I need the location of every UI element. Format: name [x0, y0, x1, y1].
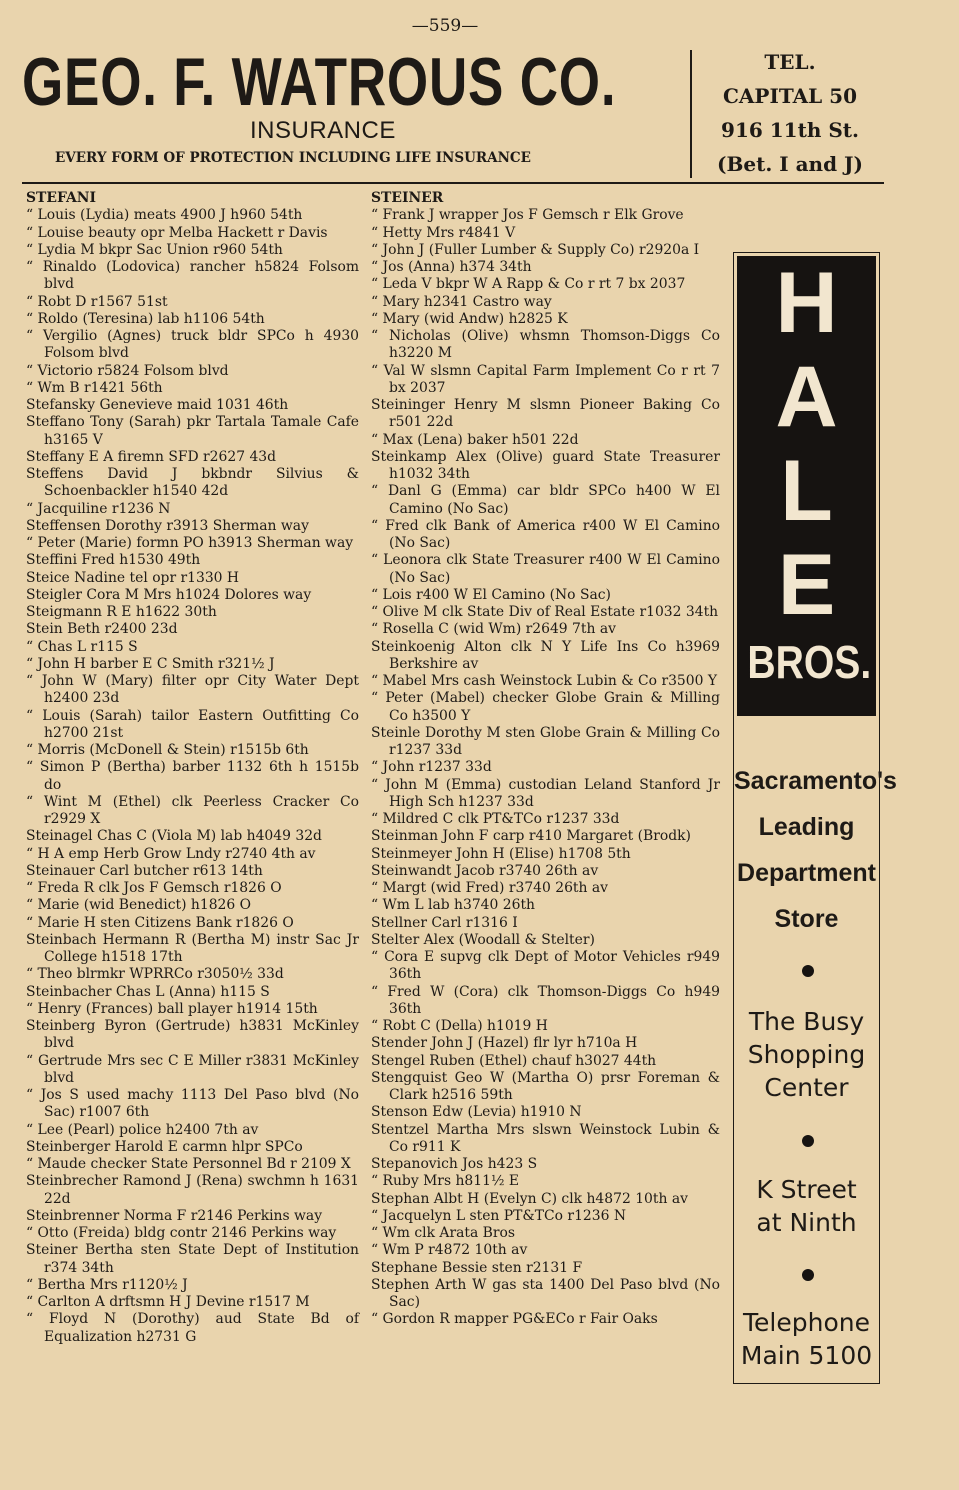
directory-entry: “ Mildred C clk PT&TCo r1237 33d — [371, 811, 620, 827]
directory-entry: “ Val W slsmn Capital Farm Implement Co r rt 7 bx 2037 — [371, 362, 720, 396]
directory-entry: “ Lydia M bkpr Sac Union r960 54th — [26, 241, 283, 258]
page-number: —559— — [411, 16, 479, 36]
directory-entry: “ Carlton A drftsmn H J Devine r1517 M — [26, 1294, 310, 1310]
directory-entry: “ Jacquelyn L sten PT&TCo r1236 N — [371, 1207, 626, 1224]
directory-entry: Stephan Albt H (Evelyn C) clk h4872 10th av — [371, 1190, 688, 1207]
directory-entry: “ Morris (McDonell & Stein) r1515b 6th — [26, 742, 309, 758]
directory-entry: Steinman John F carp r410 Margaret (Brodk) — [371, 828, 691, 845]
directory-entry: “ Vergilio (Agnes) truck bldr SPCo h 4930 Folsom blvd — [26, 328, 359, 362]
directory-entry: “ Victorio r5824 Folsom blvd — [26, 362, 229, 379]
directory-entry: “ Roldo (Teresina) lab h1106 54th — [26, 310, 265, 327]
directory-entry: “ Louis (Lydia) meats 4900 J h960 54th — [26, 207, 303, 224]
directory-entry: “ Robt D r1567 51st — [26, 293, 168, 310]
ad-phone-line: Main 5100 — [740, 1341, 873, 1370]
directory-entry: Steinle Dorothy M sten Globe Grain & Milling Co r1237 33d — [371, 724, 720, 758]
directory-entry: “ Simon P (Bertha) barber 1132 6th h 1515b do — [26, 759, 359, 793]
directory-entry: “ Theo blrmkr WPRRCo r3050½ 33d — [26, 966, 284, 983]
directory-entry: “ Lee (Pearl) police h2400 7th av — [26, 1121, 259, 1138]
directory-entry: “ Gertrude Mrs sec C E Miller r3831 McKinley blvd — [26, 1052, 359, 1086]
directory-entry: Stephen Arth W gas sta 1400 Del Paso blvd (No Sac) — [371, 1276, 720, 1310]
contact-line: TEL. — [764, 50, 816, 74]
directory-entry: Stein Beth r2400 23d — [26, 621, 178, 638]
directory-entry: “ Maude checker State Personnel Bd r 2109 X — [26, 1156, 351, 1172]
directory-column-middle — [371, 190, 720, 1329]
directory-entry: Steinkamp Alex (Olive) guard State Treasurer h1032 34th — [371, 448, 720, 482]
directory-entry: Stentzel Martha Mrs slswn Weinstock Lubin & Co r911 K — [371, 1121, 720, 1155]
directory-entry: “ Lois r400 W El Camino (No Sac) — [371, 586, 611, 603]
directory-entry: “ John H barber E C Smith r321½ J — [26, 655, 275, 672]
column-heading: STEINER — [371, 190, 444, 206]
directory-entry: “ Robt C (Della) h1019 H — [371, 1018, 548, 1034]
ad-slogan — [734, 758, 897, 942]
ad-location-line: K Street — [756, 1175, 857, 1204]
directory-entry: Steffens David J bkbndr Silvius & Schoenbackler h1540 42d — [26, 466, 359, 500]
banner-contact — [700, 45, 880, 181]
directory-entry: “ Hetty Mrs r4841 V — [371, 224, 516, 241]
directory-entry: “ Marie H sten Citizens Bank r1826 O — [26, 914, 294, 931]
directory-entry: Stenson Edw (Levia) h1910 N — [371, 1104, 582, 1121]
hale-bros-advertisement — [733, 252, 897, 1384]
ad-logo-letter: H — [775, 255, 838, 351]
directory-entry: “ Nicholas (Olive) whsmn Thomson-Diggs Co h3220 M — [371, 328, 720, 362]
directory-entry: “ Peter (Marie) formn PO h3913 Sherman way — [26, 535, 354, 551]
directory-entry: “ Chas L r115 S — [26, 638, 138, 655]
directory-entry: “ Leonora clk State Treasurer r400 W El Camino (No Sac) — [371, 552, 720, 586]
directory-entry: “ Marie (wid Benedict) h1826 O — [26, 897, 252, 914]
insurance-label: INSURANCE — [250, 117, 396, 144]
directory-entry: “ Wm clk Arata Bros — [371, 1225, 516, 1241]
directory-entry: “ Freda R clk Jos F Gemsch r1826 O — [26, 880, 282, 896]
ad-bullet — [802, 965, 814, 977]
directory-entry: Steinberger Harold E carmn hlpr SPCo — [26, 1138, 303, 1155]
ad-location-line: at Ninth — [756, 1208, 857, 1237]
directory-entry: “ H A emp Herb Grow Lndy r2740 4th av — [26, 845, 316, 862]
ad-tagline — [734, 1005, 879, 1104]
directory-entry: “ Wm B r1421 56th — [26, 379, 163, 396]
ad-phone — [734, 1306, 879, 1372]
ad-slogan-line: Department — [737, 859, 876, 887]
company-name: GEO. F. WATROUS CO. — [22, 44, 617, 120]
ad-logo-letter: A — [775, 349, 838, 445]
directory-entry: “ John M (Emma) custodian Leland Stanford Jr High Sch h1237 33d — [371, 776, 720, 810]
directory-entry: Stellner Carl r1316 I — [371, 914, 518, 931]
directory-entry: Steinwandt Jacob r3740 26th av — [371, 862, 599, 879]
ad-bullet — [802, 1135, 814, 1147]
banner-divider — [690, 50, 692, 178]
ad-phone-line: Telephone — [743, 1308, 870, 1337]
directory-entry: Stepanovich Jos h423 S — [371, 1156, 538, 1172]
directory-entry: “ Jos (Anna) h374 34th — [371, 259, 532, 275]
directory-entry: “ Max (Lena) baker h501 22d — [371, 431, 579, 448]
directory-entry: “ Jacquiline r1236 N — [26, 500, 171, 517]
directory-entry: Stengquist Geo W (Martha O) prsr Foreman & Clark h2516 59th — [371, 1069, 720, 1103]
directory-entry: “ Rinaldo (Lodovica) rancher h5824 Folsom blvd — [26, 259, 359, 293]
directory-entry: Stefansky Genevieve maid 1031 46th — [26, 397, 289, 413]
ad-logo-bros: BROS. — [747, 636, 872, 688]
directory-entry: Steinberg Byron (Gertrude) h3831 McKinley blvd — [26, 1018, 359, 1052]
ad-tagline-line: Shopping — [747, 1040, 866, 1069]
directory-entry: Steinbrecher Ramond J (Rena) swchmn h 1631 22d — [26, 1173, 359, 1207]
directory-entry: “ John W (Mary) filter opr City Water Dept h2400 23d — [26, 673, 359, 707]
directory-entry: “ Mabel Mrs cash Weinstock Lubin & Co r3500 Y — [371, 673, 718, 689]
directory-entry: Steinkoenig Alton clk N Y Life Ins Co h3969 Berkshire av — [371, 638, 720, 672]
directory-entry: Steinauer Carl butcher r613 14th — [26, 862, 263, 879]
directory-entry: “ Frank J wrapper Jos F Gemsch r Elk Grove — [371, 207, 684, 224]
ad-logo-letter: E — [777, 537, 836, 633]
directory-entry: “ Louis (Sarah) tailor Eastern Outfitting Co h2700 21st — [26, 707, 359, 741]
directory-entry: Steice Nadine tel opr r1330 H — [26, 569, 240, 586]
directory-entry: “ Floyd N (Dorothy) aud State Bd of Equalization h2731 G — [26, 1311, 359, 1345]
directory-entry: “ Otto (Freida) bldg contr 2146 Perkins way — [26, 1225, 337, 1241]
directory-entry: Steinbrenner Norma F r2146 Perkins way — [26, 1207, 323, 1224]
contact-line: 916 11th St. — [721, 118, 859, 142]
directory-entry: “ Wm P r4872 10th av — [371, 1242, 528, 1259]
directory-entry: Steinagel Chas C (Viola M) lab h4049 32d — [26, 828, 322, 845]
directory-entry: Steininger Henry M slsmn Pioneer Baking Co r501 22d — [371, 397, 720, 431]
ad-slogan-line: Leading — [758, 813, 855, 841]
directory-entry: Steinmeyer John H (Elise) h1708 5th — [371, 845, 631, 862]
directory-entry: Steinbach Hermann R (Bertha M) instr Sac Jr College h1518 17th — [26, 931, 359, 965]
directory-entry: “ Fred clk Bank of America r400 W El Camino (No Sac) — [371, 517, 720, 551]
directory-entry: “ Wm L lab h3740 26th — [371, 897, 535, 914]
directory-entry: “ Henry (Frances) ball player h1914 15th — [26, 1000, 318, 1017]
directory-entry: “ Peter (Mabel) checker Globe Grain & Milling Co h3500 Y — [371, 690, 720, 724]
directory-entry: Steinbacher Chas L (Anna) h115 S — [26, 983, 270, 1000]
ad-logo-letter: L — [780, 443, 833, 539]
directory-entry: Stengel Ruben (Ethel) chauf h3027 44th — [371, 1052, 657, 1069]
header-rule — [22, 182, 884, 184]
directory-entry: “ Mary h2341 Castro way — [371, 293, 552, 310]
ad-slogan-line: Sacramento's — [734, 767, 897, 795]
directory-entry: “ Jos S used machy 1113 Del Paso blvd (No Sac) r1007 6th — [26, 1087, 359, 1121]
directory-entry: “ Ruby Mrs h811½ E — [371, 1173, 519, 1190]
directory-entry: “ John J (Fuller Lumber & Supply Co) r2920a I — [371, 241, 700, 258]
ad-logo-panel — [737, 256, 876, 716]
directory-entry: Stender John J (Hazel) flr lyr h710a H — [371, 1035, 638, 1052]
directory-entry: “ Olive M clk State Div of Real Estate r1032 34th — [371, 604, 719, 620]
directory-entry: Steffany E A firemn SFD r2627 43d — [26, 448, 277, 465]
directory-entry: “ Leda V bkpr W A Rapp & Co r rt 7 bx 2037 — [371, 276, 686, 293]
banner-tagline: EVERY FORM OF PROTECTION INCLUDING LIFE INSURANCE — [55, 150, 531, 166]
directory-entry: “ John r1237 33d — [371, 759, 492, 776]
ad-bullet — [802, 1269, 814, 1281]
directory-column-left — [26, 190, 359, 1346]
directory-entry: “ Fred W (Cora) clk Thomson-Diggs Co h949 36th — [371, 983, 720, 1017]
directory-entry: Stelter Alex (Woodall & Stelter) — [371, 931, 595, 948]
directory-entry: Steffano Tony (Sarah) pkr Tartala Tamale Cafe h3165 V — [26, 414, 359, 448]
directory-entry: Steffini Fred h1530 49th — [26, 552, 201, 569]
directory-entry: “ Danl G (Emma) car bldr SPCo h400 W El Camino (No Sac) — [371, 483, 720, 517]
directory-entry: “ Rosella C (wid Wm) r2649 7th av — [371, 621, 616, 638]
contact-line: (Bet. I and J) — [717, 152, 863, 176]
directory-entry: Steigler Cora M Mrs h1024 Dolores way — [26, 586, 312, 603]
ad-tagline-line: The Busy — [748, 1007, 865, 1036]
directory-entry: “ Mary (wid Andw) h2825 K — [371, 310, 568, 327]
directory-entry: Steffensen Dorothy r3913 Sherman way — [26, 517, 309, 534]
directory-entry: “ Bertha Mrs r1120½ J — [26, 1276, 188, 1293]
directory-entry: “ Margt (wid Fred) r3740 26th av — [371, 880, 608, 896]
directory-entry: “ Louise beauty opr Melba Hackett r Davis — [26, 224, 328, 241]
ad-slogan-line: Store — [774, 905, 839, 933]
directory-entry: Steigmann R E h1622 30th — [26, 604, 217, 620]
directory-entry: “ Wint M (Ethel) clk Peerless Cracker Co r2929 X — [26, 793, 359, 827]
column-heading: STEFANI — [26, 190, 96, 206]
directory-entry: Steiner Bertha sten State Dept of Institution r374 34th — [26, 1242, 359, 1276]
directory-entry: Stephane Bessie sten r2131 F — [371, 1259, 583, 1276]
directory-entry: “ Gordon R mapper PG&ECo r Fair Oaks — [371, 1311, 658, 1328]
directory-entry: “ Cora E supvg clk Dept of Motor Vehicles r949 36th — [371, 949, 720, 983]
ad-tagline-line: Center — [764, 1073, 849, 1102]
contact-line: CAPITAL 50 — [723, 84, 857, 108]
ad-location — [734, 1173, 879, 1239]
